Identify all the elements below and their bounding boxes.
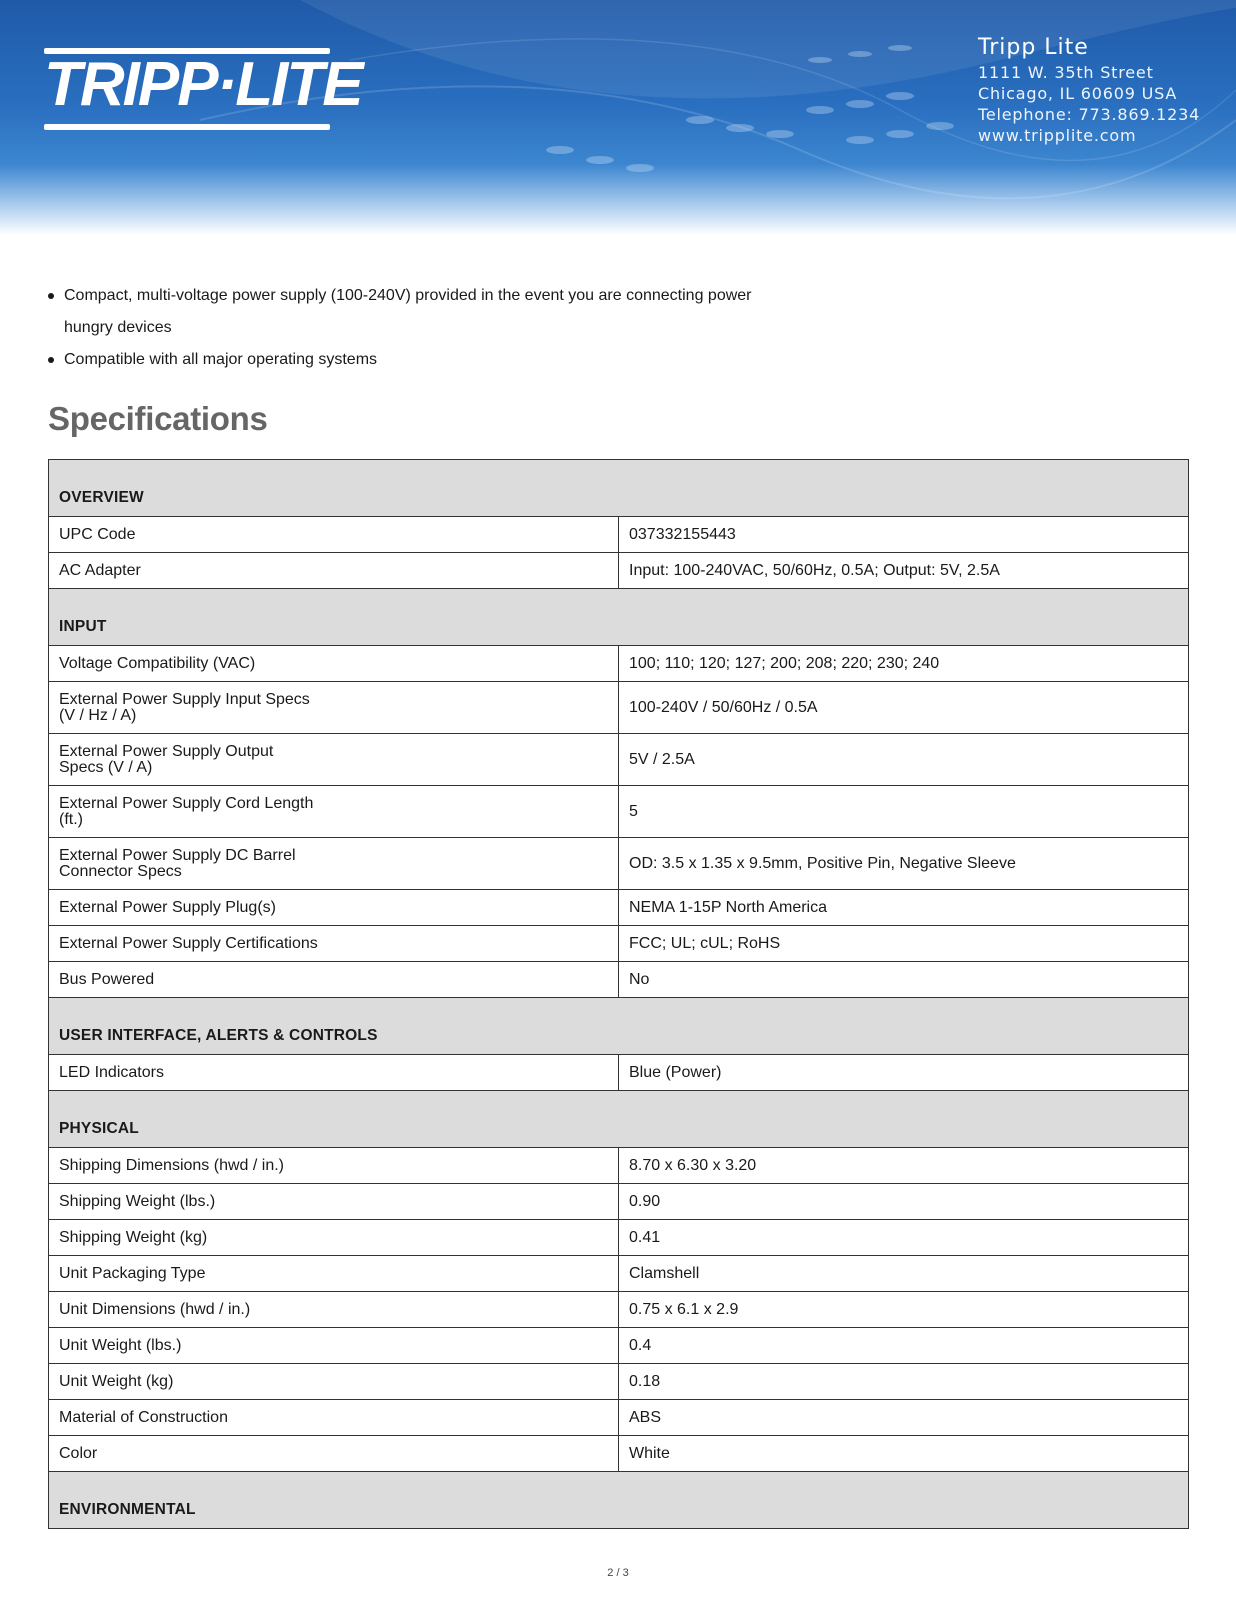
spec-value: 5 bbox=[619, 786, 1189, 838]
spec-label bbox=[49, 786, 619, 838]
website-link[interactable]: www.tripplite.com bbox=[978, 126, 1137, 145]
table-row bbox=[49, 1328, 1189, 1364]
table-row bbox=[49, 1364, 1189, 1400]
spec-label: Unit Weight (lbs.) bbox=[49, 1328, 619, 1364]
spec-label: Unit Packaging Type bbox=[49, 1256, 619, 1292]
spec-label: Shipping Weight (lbs.) bbox=[49, 1184, 619, 1220]
section-title: INPUT bbox=[49, 589, 1189, 646]
table-row bbox=[49, 1400, 1189, 1436]
company-contact-block bbox=[978, 34, 1200, 146]
spec-label: AC Adapter bbox=[49, 553, 619, 589]
spec-value: Input: 100-240VAC, 50/60Hz, 0.5A; Output: 5V, 2.5A bbox=[619, 553, 1189, 589]
spec-label: LED Indicators bbox=[49, 1055, 619, 1091]
spec-label: Color bbox=[49, 1436, 619, 1472]
section-title: USER INTERFACE, ALERTS & CONTROLS bbox=[49, 998, 1189, 1055]
spec-value: ABS bbox=[619, 1400, 1189, 1436]
spec-value: 0.90 bbox=[619, 1184, 1189, 1220]
spec-value: White bbox=[619, 1436, 1189, 1472]
spec-label-line: (V / Hz / A) bbox=[59, 706, 137, 724]
section-header-row bbox=[49, 1472, 1189, 1529]
spec-label bbox=[49, 838, 619, 890]
spec-label bbox=[49, 734, 619, 786]
spec-label: UPC Code bbox=[49, 517, 619, 553]
spec-label: External Power Supply Certifications bbox=[49, 926, 619, 962]
address-street: 1111 W. 35th Street bbox=[978, 63, 1154, 82]
section-header-row bbox=[49, 460, 1189, 517]
table-row bbox=[49, 1148, 1189, 1184]
spec-label: Bus Powered bbox=[49, 962, 619, 998]
spec-value: 8.70 x 6.30 x 3.20 bbox=[619, 1148, 1189, 1184]
spec-label-line: Specs (V / A) bbox=[59, 758, 153, 776]
spec-label: Unit Dimensions (hwd / in.) bbox=[49, 1292, 619, 1328]
table-row bbox=[49, 734, 1189, 786]
spec-label-line: External Power Supply Input Specs bbox=[59, 690, 310, 708]
spec-value: 0.4 bbox=[619, 1328, 1189, 1364]
table-row bbox=[49, 682, 1189, 734]
table-row bbox=[49, 646, 1189, 682]
logo-wordmark: TRIPP·LITE bbox=[44, 50, 362, 119]
spec-label-line: (ft.) bbox=[59, 810, 83, 828]
spec-value: 0.41 bbox=[619, 1220, 1189, 1256]
spec-value: OD: 3.5 x 1.35 x 9.5mm, Positive Pin, Negative Sleeve bbox=[619, 838, 1189, 890]
spec-label-line: External Power Supply DC Barrel bbox=[59, 846, 296, 864]
table-row bbox=[49, 517, 1189, 553]
table-row bbox=[49, 1220, 1189, 1256]
table-row bbox=[49, 1436, 1189, 1472]
section-title: PHYSICAL bbox=[49, 1091, 1189, 1148]
spec-value: 037332155443 bbox=[619, 517, 1189, 553]
bullet-text: Compatible with all major operating systems bbox=[64, 351, 378, 368]
table-row bbox=[49, 1055, 1189, 1091]
table-row bbox=[49, 1256, 1189, 1292]
specifications-heading: Specifications bbox=[48, 400, 268, 437]
company-name: Tripp Lite bbox=[978, 35, 1089, 60]
spec-label: Unit Weight (kg) bbox=[49, 1364, 619, 1400]
spec-label: External Power Supply Plug(s) bbox=[49, 890, 619, 926]
spec-value: NEMA 1-15P North America bbox=[619, 890, 1189, 926]
logo-bottom-bar bbox=[44, 124, 330, 130]
section-header-row bbox=[49, 589, 1189, 646]
section-title: OVERVIEW bbox=[49, 460, 1189, 517]
bullet-text: Compact, multi-voltage power supply (100-240V) provided in the event you are connecting power bbox=[64, 287, 752, 304]
spec-value: Blue (Power) bbox=[619, 1055, 1189, 1091]
spec-value: Clamshell bbox=[619, 1256, 1189, 1292]
spec-label: Shipping Dimensions (hwd / in.) bbox=[49, 1148, 619, 1184]
list-item bbox=[48, 344, 808, 376]
spec-label bbox=[49, 682, 619, 734]
list-item bbox=[48, 280, 808, 344]
spec-label: Shipping Weight (kg) bbox=[49, 1220, 619, 1256]
header-banner bbox=[0, 0, 1236, 235]
spec-label-line: External Power Supply Output bbox=[59, 742, 274, 760]
spec-value: 0.75 x 6.1 x 2.9 bbox=[619, 1292, 1189, 1328]
feature-bullet-list bbox=[48, 280, 808, 376]
spec-label-line: Connector Specs bbox=[59, 862, 182, 880]
spec-value: 5V / 2.5A bbox=[619, 734, 1189, 786]
spec-value: No bbox=[619, 962, 1189, 998]
table-row bbox=[49, 553, 1189, 589]
table-row bbox=[49, 890, 1189, 926]
page-number: 2 / 3 bbox=[607, 1567, 629, 1579]
bullet-icon bbox=[48, 293, 54, 299]
table-row bbox=[49, 1184, 1189, 1220]
spec-value: 100-240V / 50/60Hz / 0.5A bbox=[619, 682, 1189, 734]
tripp-lite-logo bbox=[44, 36, 362, 136]
specifications-table bbox=[48, 459, 1189, 1529]
telephone: Telephone: 773.869.1234 bbox=[978, 105, 1201, 124]
table-row bbox=[49, 926, 1189, 962]
spec-value: 0.18 bbox=[619, 1364, 1189, 1400]
bullet-text-continued: hungry devices bbox=[64, 319, 172, 336]
table-row bbox=[49, 1292, 1189, 1328]
spec-label-line: External Power Supply Cord Length bbox=[59, 794, 314, 812]
spec-value: 100; 110; 120; 127; 200; 208; 220; 230; 240 bbox=[619, 646, 1189, 682]
spec-value: FCC; UL; cUL; RoHS bbox=[619, 926, 1189, 962]
spec-label: Material of Construction bbox=[49, 1400, 619, 1436]
spec-label: Voltage Compatibility (VAC) bbox=[49, 646, 619, 682]
section-header-row bbox=[49, 1091, 1189, 1148]
section-header-row bbox=[49, 998, 1189, 1055]
bullet-icon bbox=[48, 357, 54, 363]
table-row bbox=[49, 786, 1189, 838]
table-row bbox=[49, 962, 1189, 998]
section-title: ENVIRONMENTAL bbox=[49, 1472, 1189, 1529]
address-city: Chicago, IL 60609 USA bbox=[978, 84, 1178, 103]
table-row bbox=[49, 838, 1189, 890]
